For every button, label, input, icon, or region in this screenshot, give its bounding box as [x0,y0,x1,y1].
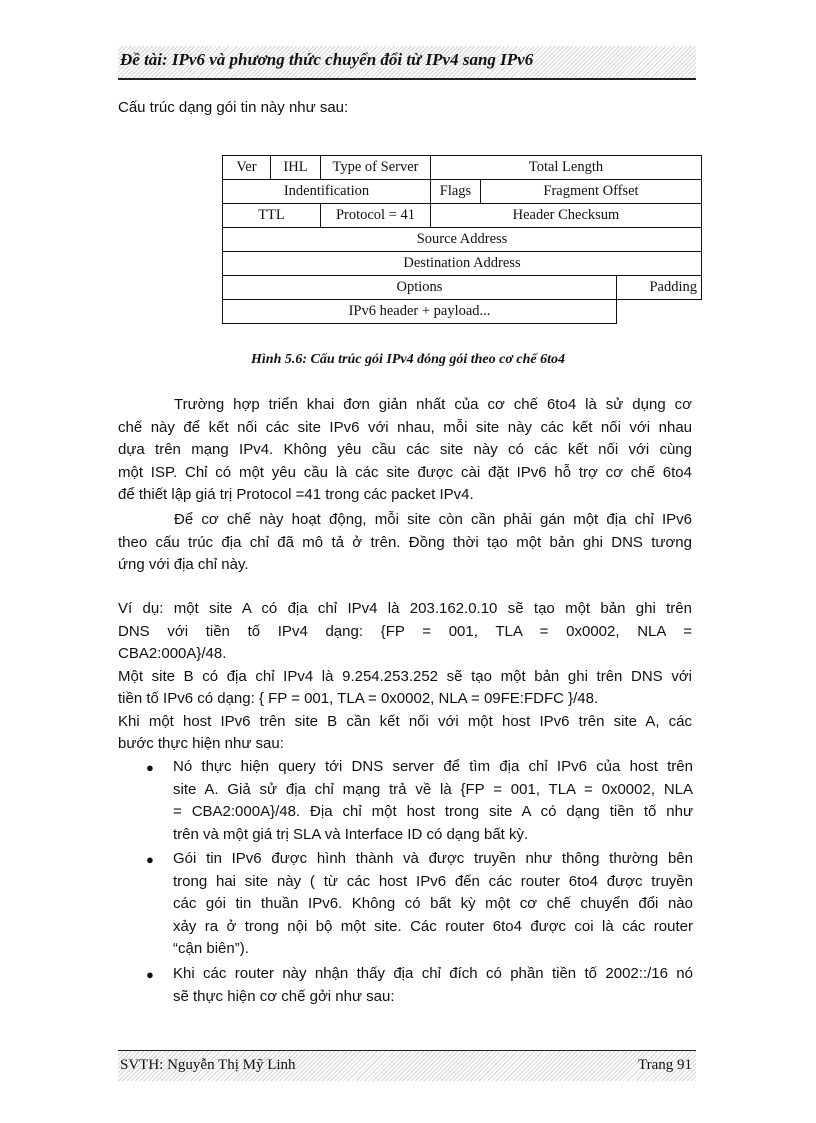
bullet-line: Nó thực hiện query tới DNS server để tìm địa chỉ IPv6 của host trên [173,758,693,775]
para2-line: ứng với địa chỉ này. [118,556,249,573]
bullet-item-3 [173,963,693,1008]
paragraph-1 [118,394,692,507]
field-ver: Ver [223,156,271,180]
intro-text: Cấu trúc dạng gói tin này như sau: [118,99,349,116]
bullet-line: Gói tin IPv6 được hình thành và được truyền như thông thường bên [173,850,693,867]
paragraph-3 [118,598,692,756]
para3-line: Một site B có địa chỉ IPv4 là 9.254.253.252 sẽ tạo một bản ghi trên DNS với [118,667,692,685]
bullet-line: site A. Giả sử địa chỉ mạng trả về là {FP = 001, TLA = 0x0002, NLA [173,780,693,798]
bullet-line: trong hai site này ( từ các host IPv6 đến các router 6to4 được truyền [173,872,693,890]
document-title: Đề tài: IPv6 và phương thức chuyển đổi từ IPv4 sang IPv6 [120,50,534,69]
field-source-address: Source Address [223,228,702,252]
field-flags: Flags [431,180,481,204]
empty-cell [617,300,702,324]
para3-line: Ví dụ: một site A có địa chỉ IPv4 là 203.162.0.10 sẽ tạo một bản ghi trên [118,600,692,617]
bullet-icon: ● [146,760,154,775]
bullet-item-2 [173,848,693,961]
bullet-line: sẽ thực hiện cơ chế gởi như sau: [173,987,395,1005]
field-header-checksum: Header Checksum [431,204,702,228]
bullet-icon: ● [146,967,154,982]
field-identification: Indentification [223,180,431,204]
bullet-item-1 [173,756,693,846]
ipv4-packet-structure-table [222,155,702,324]
para1-line: chế này để kết nối các site IPv6 với nhau, mỗi site này các kết nối với nhau [118,418,692,436]
bullet-line: Khi các router này nhận thấy địa chỉ đích có phần tiền tố 2002::/16 nó [173,965,693,982]
para1-line: dựa trên mạng IPv4. Không yêu cầu các site này có các kết nối với cùng [118,441,692,458]
para1-line: Trường hợp triển khai đơn giản nhất của cơ chế 6to4 là sử dụng cơ [174,396,692,413]
bullet-line: xảy ra ở trong nội bộ một site. Các router 6to4 được coi là các router [173,917,693,935]
field-fragment-offset: Fragment Offset [481,180,702,204]
para1-line: một ISP. Chỉ có một yêu cầu là các site được cài đặt IPv6 hỗ trợ cơ chế 6to4 [118,463,692,481]
para2-line: Để cơ chế này hoạt động, mỗi site còn cần phải gán một địa chỉ IPv6 [174,511,692,528]
para2-line: theo cấu trúc địa chỉ đã mô tả ở trên. Đồng thời tạo một bản ghi DNS tương [118,533,692,551]
bullet-line: các gói tin thuần IPv6. Không có bất kỳ một cơ chế chuyển đổi nào [173,895,693,912]
para3-line: tiền tố IPv6 có dạng: { FP = 001, TLA = 0x0002, NLA = 09FE:FDFC }/48. [118,690,599,707]
field-tos: Type of Server [321,156,431,180]
field-destination-address: Destination Address [223,252,702,276]
footer-author: SVTH: Nguyễn Thị Mỹ Linh [120,1057,296,1073]
para3-line: Khi một host IPv6 trên site B cần kết nối với một host IPv6 trên site A, các [118,712,692,730]
bullet-line: = CBA2:000A}/48. Địa chỉ một host trong site A có dạng tiền tố như [173,803,693,820]
para3-line: DNS với tiền tố IPv4 dạng: {FP = 001, TLA = 0x0002, NLA = [118,622,692,640]
bullet-line: trên và một giá trị SLA và Interface ID có dạng bất kỳ. [173,825,529,843]
figure-caption: Hình 5.6: Cấu trúc gói IPv4 đóng gói theo cơ chế 6to4 [251,352,565,367]
bullet-line: “cận biên”). [173,940,249,957]
bullet-icon: ● [146,852,154,867]
field-total-length: Total Length [431,156,702,180]
field-ttl: TTL [223,204,321,228]
field-payload: IPv6 header + payload... [223,300,617,324]
page-number: Trang 91 [637,1057,692,1073]
para3-line: bước thực hiện như sau: [118,735,284,752]
para3-line: CBA2:000A}/48. [118,645,227,662]
para1-line: để thiết lập giá trị Protocol =41 trong các packet IPv4. [118,486,474,503]
field-padding: Padding [617,276,702,300]
field-protocol: Protocol = 41 [321,204,431,228]
field-options: Options [223,276,617,300]
field-ihl: IHL [271,156,321,180]
paragraph-2 [118,509,692,577]
